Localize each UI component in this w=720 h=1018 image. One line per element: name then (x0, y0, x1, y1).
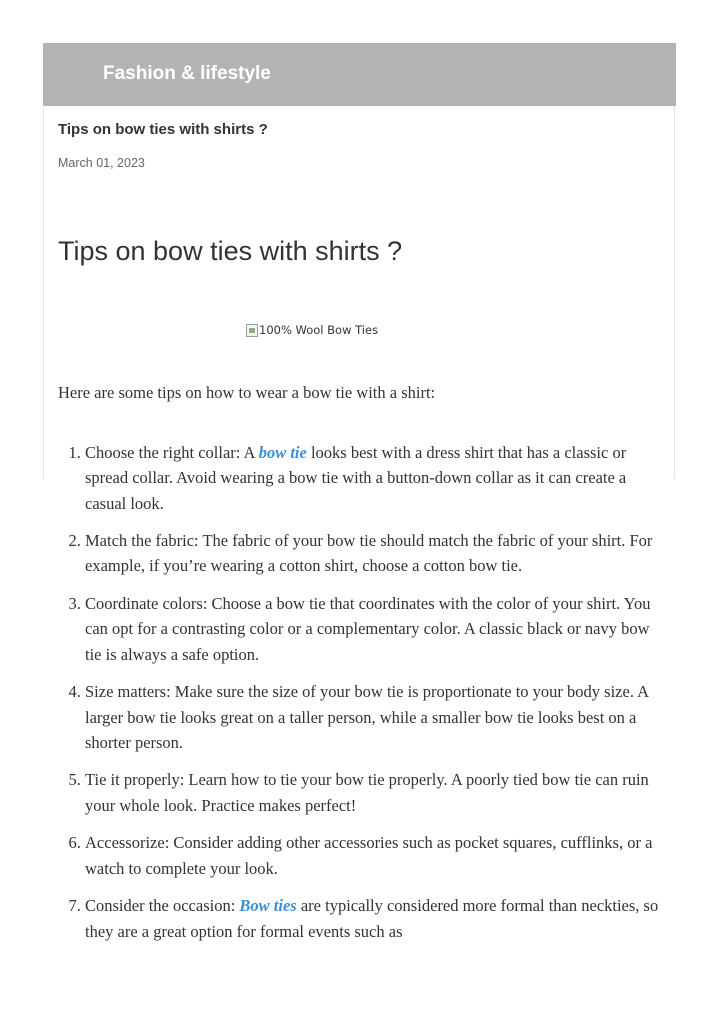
list-item: 7. Consider the occasion: Bow ties are typically considered more formal than neckties, so they are a great option for formal events such as (85, 893, 668, 944)
list-item: 4. Size matters: Make sure the size of your bow tie is proportionate to your body size. A larger bow tie looks great on a taller person, while a smaller bow tie looks best on a shorter person. (85, 679, 668, 755)
intro-paragraph: Here are some tips on how to wear a bow tie with a shirt: (58, 383, 436, 402)
bow-tie-image (246, 323, 378, 337)
image-alt-text: 100% Wool Bow Ties (259, 323, 379, 337)
broken-image-icon (246, 324, 258, 337)
list-item: 5. Tie it properly: Learn how to tie your bow tie properly. A poorly tied bow tie can ruin your whole look. Practice makes perfect! (85, 767, 668, 818)
site-title[interactable]: Fashion & lifestyle (103, 63, 271, 84)
list-item: 1. Choose the right collar: A bow tie looks best with a dress shirt that has a classic or spread collar. Avoid wearing a bow tie with a button-down collar as it can create a casual look. (85, 440, 668, 516)
site-header (43, 43, 676, 106)
list-item: 2. Match the fabric: The fabric of your bow tie should match the fabric of your shirt. For example, if you’re wearing a cotton shirt, choose a cotton bow tie. (85, 528, 668, 579)
bow-ties-link[interactable]: Bow ties (239, 896, 297, 916)
tips-list (58, 440, 668, 956)
post-title-link[interactable]: Tips on bow ties with shirts ? (58, 121, 268, 138)
article-title: Tips on bow ties with shirts ? (58, 236, 403, 266)
list-item: 3. Coordinate colors: Choose a bow tie that coordinates with the color of your shirt. You can opt for a contrasting color or a complementary color. A classic black or navy bow tie is always a safe option. (85, 591, 668, 667)
list-item: 6. Accessorize: Consider adding other accessories such as pocket squares, cufflinks, or a watch to complete your look. (85, 830, 668, 881)
post-date: March 01, 2023 (58, 156, 145, 170)
bow-tie-link[interactable]: bow tie (258, 443, 307, 462)
